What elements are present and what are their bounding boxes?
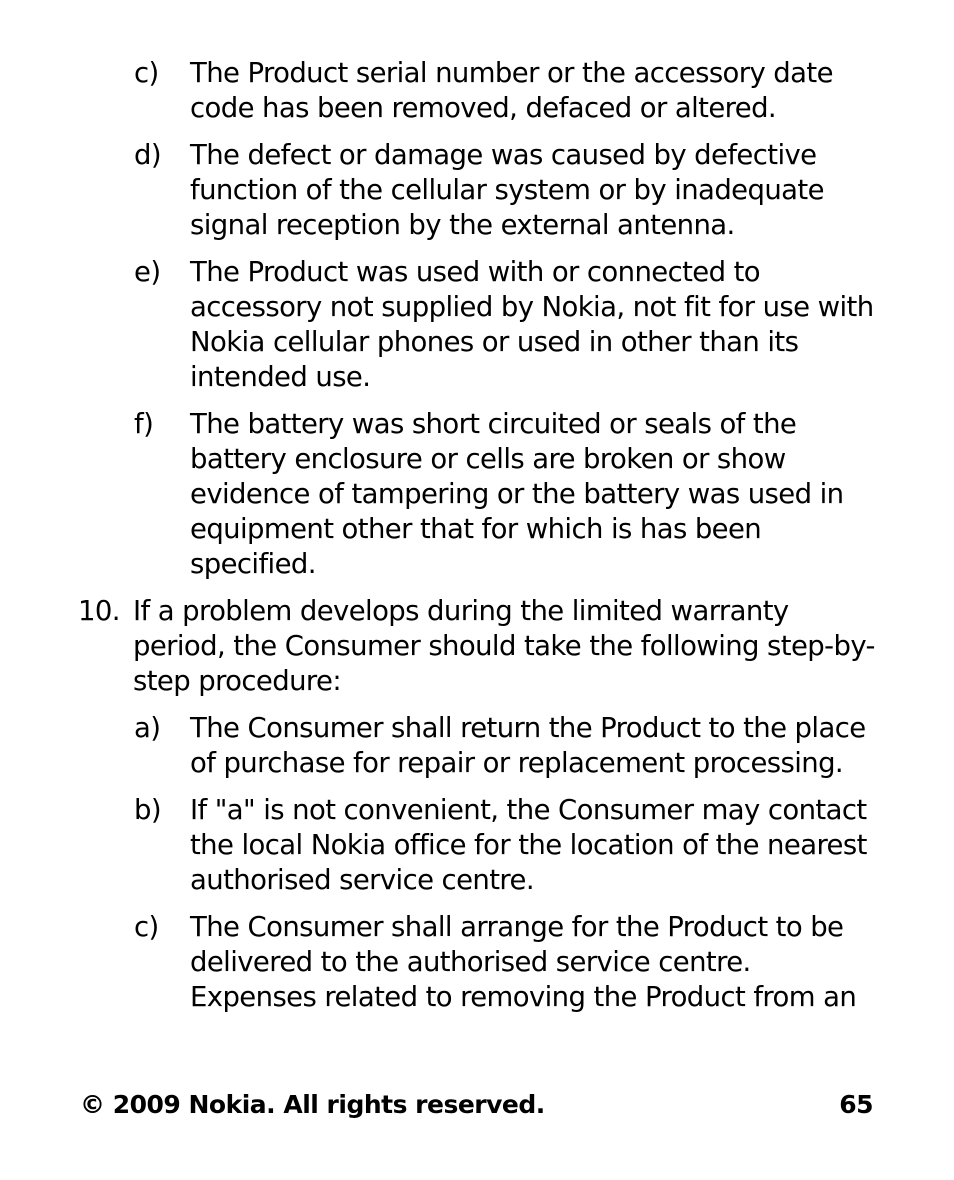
list-item-text: The defect or damage was caused by defective function of the cellular system or by inadequate signal reception by the external antenna.: [190, 139, 824, 241]
list-item-b: [0, 793, 880, 898]
list-item-d: [0, 138, 880, 243]
list-item-text: The battery was short circuited or seals of the battery enclosure or cells are broken or show evidence of tampering or the battery was used in equipment other that for which is has been specified.: [190, 408, 844, 580]
list-item-a: [0, 711, 880, 781]
list-item-label: a): [134, 712, 161, 744]
list-item-label: 10.: [78, 595, 120, 627]
list-item-text: The Consumer shall arrange for the Product to be delivered to the authorised service centre. Expenses related to removing the Product from an: [190, 911, 857, 1013]
list-item-text: The Product was used with or connected to accessory not supplied by Nokia, not fit for use with Nokia cellular phones or used in other than its intended use.: [190, 256, 874, 393]
list-item-text: The Consumer shall return the Product to the place of purchase for repair or replacement processing.: [190, 712, 866, 779]
list-item-text: If "a" is not convenient, the Consumer may contact the local Nokia office for the location of the nearest authorised service centre.: [190, 794, 867, 896]
list-item-c: [0, 56, 880, 126]
list-item-text: The Product serial number or the accessory date code has been removed, defaced or altered.: [190, 57, 833, 124]
list-item-label: c): [134, 57, 159, 89]
list-item-label: d): [134, 139, 161, 171]
page-footer: [80, 1088, 873, 1122]
list-item-label: f): [134, 408, 154, 440]
copyright-notice: © 2009 Nokia. All rights reserved.: [80, 1090, 545, 1119]
page-number: 65: [839, 1090, 873, 1119]
list-item-c-2: [0, 910, 880, 1015]
document-page: [0, 56, 954, 1027]
list-item-f: [0, 407, 880, 582]
list-item-label: e): [134, 256, 161, 288]
list-item-10: [0, 594, 878, 699]
list-item-e: [0, 255, 880, 395]
list-item-label: b): [134, 794, 161, 826]
list-item-text: If a problem develops during the limited warranty period, the Consumer should take the following step-by-step procedure:: [133, 595, 875, 697]
list-item-label: c): [134, 911, 159, 943]
